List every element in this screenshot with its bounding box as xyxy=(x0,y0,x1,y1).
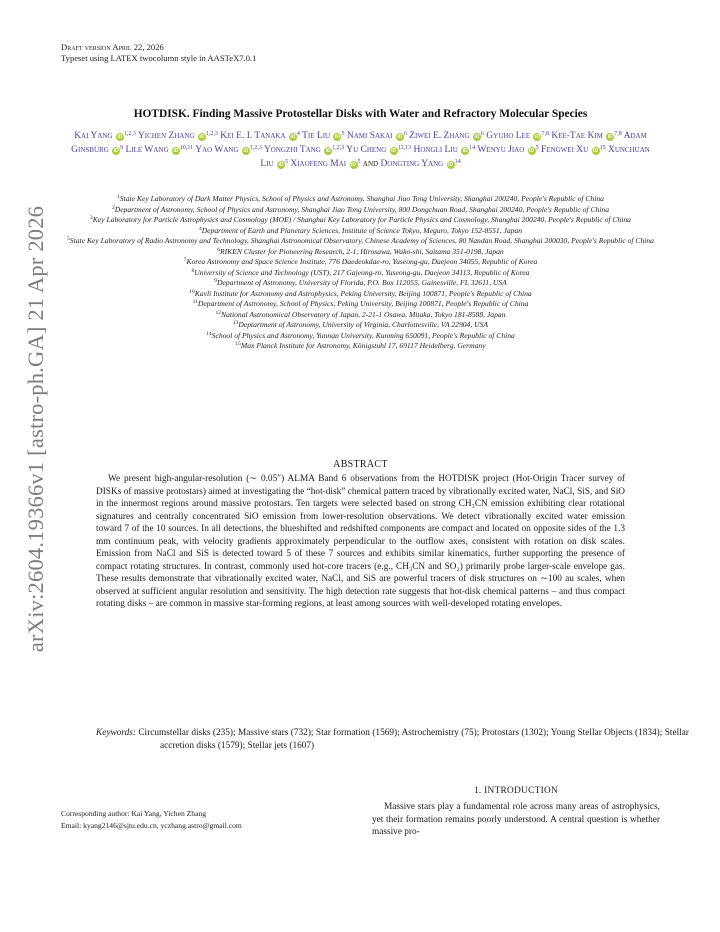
corresponding-authors: Corresponding author: Kai Yang, Yichen Zhang xyxy=(61,809,207,818)
author-affiliation-marker: 10,11 xyxy=(179,144,194,151)
arxiv-identifier: arXiv:2604.19366v1 [astro-ph.GA] 21 Apr 2026 xyxy=(23,205,48,653)
orcid-icon[interactable]: iD xyxy=(462,147,468,154)
author-conjunction: and xyxy=(362,158,379,169)
author-name: Kei E. I. Tanaka xyxy=(220,131,286,141)
orcid-icon[interactable]: iD xyxy=(243,147,249,154)
author[interactable] xyxy=(414,145,476,155)
author-name: Kee-Tae Kim xyxy=(551,131,603,141)
author-name: Wenyu Jiao xyxy=(477,144,525,155)
affiliation xyxy=(61,320,660,331)
affiliation-text: Key Laboratory for Particle Astrophysics and Cosmology (MOE) / Shanghai Key Laboratory for Particle Physics and Cosmology, Shanghai 200240, People's Republic of China xyxy=(92,215,631,224)
author-affiliation-marker: 1,2,3 xyxy=(249,144,262,151)
orcid-icon[interactable]: iD xyxy=(448,161,454,168)
author-affiliation-marker: 12,13 xyxy=(397,144,412,151)
affiliation xyxy=(61,278,660,289)
orcid-icon[interactable]: iD xyxy=(534,134,540,140)
orcid-icon[interactable]: iD xyxy=(117,134,123,140)
author[interactable] xyxy=(347,131,407,141)
affiliation xyxy=(61,194,660,205)
orcid-icon[interactable]: iD xyxy=(397,134,403,140)
affiliation-text: University of Science and Technology (UST), 217 Gajeong-ro, Yuseong-gu, Daejeon 34113, Republic of Korea xyxy=(194,267,530,277)
affiliation-number: 6 xyxy=(217,246,221,253)
affiliation-number: 14 xyxy=(206,330,212,337)
author-affiliation-marker: 1,2,3 xyxy=(205,131,218,137)
author-affiliation-marker: 15 xyxy=(599,144,606,151)
orcid-icon[interactable]: iD xyxy=(391,147,397,154)
affiliation-text: Max Planck Institute for Astronomy, Königstuhl 17, 69117 Heidelberg, Germany xyxy=(240,341,486,350)
author-name: Yichen Zhang xyxy=(137,131,195,141)
author[interactable] xyxy=(126,145,194,155)
keywords-block xyxy=(96,727,689,752)
affiliation xyxy=(61,247,660,258)
affiliation xyxy=(61,310,660,321)
corresponding-email: Email: kyang2146@sjtu.edu.cn, yczhang.astro@gmail.com xyxy=(61,821,242,830)
affiliation-text: Department of Astronomy, School of Physics and Astronomy, Shanghai Jiao Tong University, 800 Dongchuan Road, Shanghai 200240, People's Republic of China xyxy=(114,204,610,214)
author-name: Nami Sakai xyxy=(346,131,393,141)
corresponding-author-footnote xyxy=(61,808,351,832)
affiliation-text: State Key Laboratory of Radio Astronomy and Technology, Shanghai Astronomical Observatory, Chinese Academy of Sciences, 80 Nandan Road, Shanghai 200030, People's Republic of China xyxy=(69,236,654,245)
author[interactable] xyxy=(220,131,300,141)
author-name: Yao Wang xyxy=(195,144,239,155)
author[interactable] xyxy=(380,159,460,169)
affiliation-number: 15 xyxy=(235,341,241,347)
author[interactable] xyxy=(290,159,360,169)
introduction-text: Massive stars play a fundamental role across many areas of astrophysics, yet their formation remains poorly understood. A central question is whether massive pro- xyxy=(372,802,660,838)
affiliation-text: Deptartment of Astronomy, University of Virginia, Charlottesville, VA 22904, USA xyxy=(238,320,489,329)
author[interactable] xyxy=(264,145,344,155)
affiliation-text: Department of Astronomy, University of Florida, P.O. Box 112055, Gainesville, FL 32611, USA xyxy=(216,278,507,287)
author[interactable] xyxy=(138,131,218,141)
affiliation-number: 5 xyxy=(67,236,70,242)
author-affiliation-marker: 5 xyxy=(341,131,345,137)
author-affiliation-marker: 7,8 xyxy=(541,131,549,137)
author-affiliation-marker: 1,2,3 xyxy=(123,131,136,137)
author-affiliation-marker: 1,2,3 xyxy=(332,144,345,151)
author-affiliation-marker: 5 xyxy=(284,158,288,165)
introduction-heading: 1. INTRODUCTION xyxy=(473,786,559,796)
keywords-text: Circumstellar disks (235); Massive stars (732); Star formation (1569); Astrochemistry (75); Protostars (1302); Young Stellar Objects (1834); Stellar accretion disks (1579); Stellar jets (1607) xyxy=(138,728,689,751)
orcid-icon[interactable]: iD xyxy=(325,147,331,154)
orcid-icon[interactable]: iD xyxy=(351,161,357,168)
orcid-icon[interactable]: iD xyxy=(113,147,119,154)
affiliation xyxy=(61,341,660,352)
orcid-icon[interactable]: iD xyxy=(593,147,599,154)
author-affiliation-marker: 4 xyxy=(296,131,300,137)
affiliation-number: 3 xyxy=(90,215,93,221)
author-affiliation-marker: 5 xyxy=(535,144,539,151)
abstract-heading: ABSTRACT xyxy=(333,459,388,470)
author-affiliation-marker: 14 xyxy=(454,158,461,165)
affiliation xyxy=(61,215,660,226)
orcid-icon[interactable]: iD xyxy=(529,147,535,154)
author[interactable] xyxy=(551,131,621,141)
author[interactable] xyxy=(486,131,549,141)
affiliation-text: National Astronomical Observatory of Japan, 2-21-1 Osawa, Mitaka, Tokyo 181-8588, Japan xyxy=(221,309,506,319)
arxiv-identifier-stamp xyxy=(19,205,53,653)
author[interactable] xyxy=(541,145,606,155)
affiliation-text: RIKEN Cluster for Pioneering Research, 2-1, Hirosawa, Wako-shi, Saitama 351-0198, Japan xyxy=(220,246,504,256)
affiliation-text: Department of Earth and Planetary Sciences, Institute of Science Tokyo, Meguro, Tokyo 152-8551, Japan xyxy=(201,225,523,235)
affiliation-text: Kavli Institute for Astronomy and Astrophysics, Peking University, Beijing 100871, People's Republic of China xyxy=(194,288,532,298)
author-affiliation-marker: 14 xyxy=(469,144,476,151)
author[interactable] xyxy=(74,131,136,141)
orcid-icon[interactable]: iD xyxy=(290,134,296,140)
affiliation-text: State Key Laboratory of Dark Matter Physics, School of Physics and Astronomy, Shanghai Jiao Tong University, Shanghai 200240, People's Republic of China xyxy=(119,194,604,203)
affiliation-text: School of Physics and Astronomy, Yunnan University, Kunming 650091, People's Republic of China xyxy=(211,330,515,340)
orcid-icon[interactable]: iD xyxy=(199,134,205,140)
affiliation-text: Department of Astronomy, School of Physics, Peking University, Beijing 100871, People's Republic of China xyxy=(197,299,529,308)
draft-version: Draft version April 22, 2026 xyxy=(61,42,164,52)
author[interactable] xyxy=(477,145,538,155)
author-affiliation-marker: 7,8 xyxy=(614,131,622,137)
affiliation xyxy=(61,331,660,342)
affiliation-number: 11 xyxy=(192,299,198,305)
orcid-icon[interactable]: iD xyxy=(278,161,284,168)
affiliation xyxy=(61,205,660,216)
author[interactable] xyxy=(346,145,411,155)
keywords-label: Keywords: xyxy=(96,728,136,738)
affiliation-number: 7 xyxy=(183,257,187,263)
abstract-text: We present high-angular-resolution (∼ 0.05″) ALMA Band 6 observations from the HOTDISK project (Hot-Origin Tracer survey of DISKs of massive protostars) aimed at investigating the “hot-disk” chemical pattern traced by vibrationally excited water, NaCl, SiS, and SiO in the innermost regions around massive protostars. Ten targets were selected based on strong CH₃CN emission exhibiting clear rotational signatures and centrally concentrated SiO emission from lower-resolution observations. We detect vibrationally excited water emission toward 7 of the 10 sources. In all detections, the blueshifted and redshifted components are compact and located on opposite sides of the 1.3 mm continuum peak, with velocity gradients approximately perpendicular to the outflow axes, consistent with rotation on disk scales. Emission from NaCl and SiS is detected toward 5 of these 7 sources and exhibits similar kinematics, further supporting the presence of compact rotating structures. In contrast, commonly used hot-core tracers (e.g., CH₃CN and SO₂) primarily probe larger-scale envelope gas. These results demonstrate that vibrationally excited water, NaCl, and SiS are powerful tracers of disk structures on ∼100 au scales, when observed at sufficient angular resolution and sensitivity. The high detection rate suggests that hot-disk chemical patterns – and thus compact rotating disks – are common in massive star-forming regions, at least among sources with well-developed rotating envelopes. xyxy=(96,474,625,610)
author[interactable] xyxy=(302,131,344,141)
orcid-icon[interactable]: iD xyxy=(173,147,179,154)
affiliation-number: 1 xyxy=(117,194,120,200)
affiliation xyxy=(61,289,660,300)
author-name: Fengwei Xu xyxy=(541,144,589,155)
affiliation xyxy=(61,236,660,247)
affiliation-list xyxy=(61,194,660,352)
introduction-body xyxy=(372,801,660,839)
author-name: Yu Cheng xyxy=(346,144,387,155)
affiliation xyxy=(61,257,660,268)
affiliation-number: 12 xyxy=(215,309,222,316)
affiliation-number: 2 xyxy=(111,204,115,211)
affiliation-number: 4 xyxy=(198,225,202,232)
author[interactable] xyxy=(409,131,484,141)
author-list xyxy=(66,130,655,171)
affiliation-number: 8 xyxy=(191,267,195,274)
paper-title: HOTDISK. Finding Massive Protostellar Disks with Water and Refractory Molecular Species xyxy=(133,108,588,120)
author-affiliation-marker: 5 xyxy=(357,158,361,165)
affiliation-number: 13 xyxy=(232,320,239,326)
author-name: Yongzhi Tang xyxy=(263,144,321,155)
author-affiliation-marker: 6 xyxy=(480,131,484,137)
author-name: Gyuho Lee xyxy=(486,131,531,141)
author[interactable] xyxy=(195,145,262,155)
abstract-body xyxy=(96,473,625,611)
author-name: Ziwei E. Zhang xyxy=(409,131,470,141)
orcid-icon[interactable]: iD xyxy=(474,134,480,140)
affiliation-number: 9 xyxy=(214,278,217,284)
author-name: Hongli Liu xyxy=(413,144,458,155)
author-name: Xunchuan Liu xyxy=(260,144,650,169)
author-name: Tie Liu xyxy=(302,131,331,141)
author-affiliation-marker: 9 xyxy=(120,144,124,151)
orcid-icon[interactable]: iD xyxy=(334,134,340,140)
author-name: Kai Yang xyxy=(74,131,113,141)
affiliation-text: Korea Astronomy and Space Science Institute, 776 Daedeokdae-ro, Yuseong-gu, Daejeon 34055, Republic of Korea xyxy=(186,257,538,266)
author-name: Adam Ginsburg xyxy=(71,131,647,155)
draft-header xyxy=(61,42,256,64)
author-affiliation-marker: 6 xyxy=(403,131,407,137)
author-name: Dongting Yang xyxy=(380,158,444,169)
orcid-icon[interactable]: iD xyxy=(607,134,613,140)
affiliation xyxy=(61,226,660,237)
typeset-line: Typeset using LATEX twocolumn style in AASTeX7.0.1 xyxy=(61,53,257,63)
author-name: Xiaofeng Mai xyxy=(290,158,347,169)
author-name: Lile Wang xyxy=(125,144,169,155)
affiliation xyxy=(61,299,660,310)
affiliation xyxy=(61,268,660,279)
affiliation-number: 10 xyxy=(189,288,195,295)
